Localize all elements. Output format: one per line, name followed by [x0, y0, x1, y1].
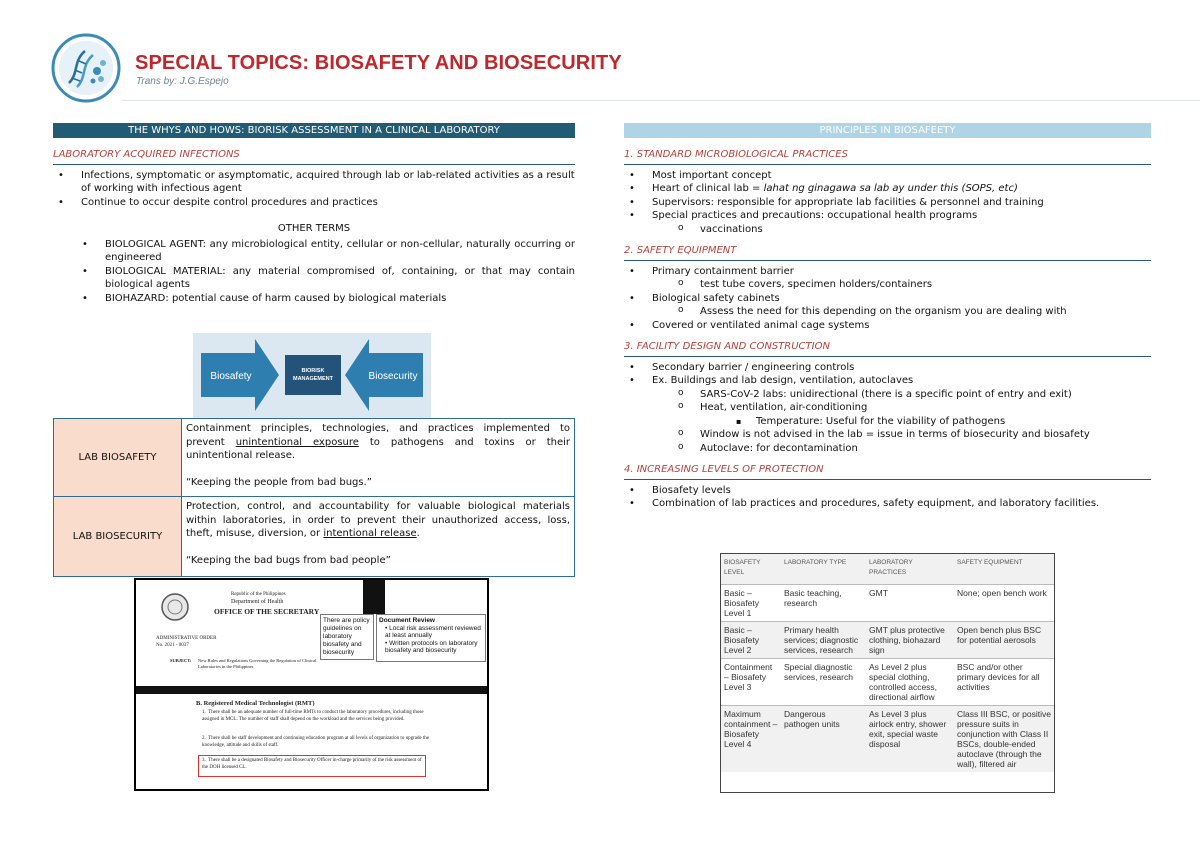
definition: any material compromised of, containing, or that may contain biological agents: [105, 265, 575, 290]
list-item: • Special practices and precautions: occupational health programs: [624, 209, 1151, 223]
term: BIOLOGICAL AGENT:: [105, 238, 207, 250]
list-item: • Combination of lab practices and procedures, safety equipment, and laboratory facilities.: [624, 497, 1151, 511]
list-item: [53, 265, 575, 292]
table-cell: BSC and/or other primary devices for all activities: [954, 659, 1054, 706]
list-item: • Secondary barrier / engineering controls: [624, 361, 1151, 375]
table-row: [54, 497, 575, 577]
table-cell: Dangerous pathogen units: [781, 706, 866, 773]
s3-sub: [624, 388, 1151, 415]
underlined-term: unintentional exposure: [235, 436, 359, 448]
row-definition: [182, 497, 575, 577]
definition-text: Containment principles, technologies, and practices implemented to prevent: [186, 423, 570, 448]
definition-text: to pathogens and toxins or their unintentional release.: [186, 436, 570, 461]
table-row: [721, 706, 1054, 773]
table-cell: Maximum containment – Biosafety Level 4: [721, 706, 781, 773]
diagram-center-label: BIORISK MANAGEMENT: [292, 368, 334, 382]
doc-point-1: 1. There shall be an adequate number of full-time RMTs to conduct the laboratory procedures, including those assigned in MCL. The number of staff shall depend on the workload and the services being provided.: [202, 710, 424, 722]
quote: “Keeping the people from bad bugs.”: [186, 476, 372, 488]
definition-text: Protection, control, and accountability for valuable biological materials within laboratories, in order to prevent their unauthorized access, loss, theft, misuse, diversion, or: [186, 501, 570, 539]
section-title-lai: LABORATORY ACQUIRED INFECTIONS: [53, 140, 575, 165]
list-item: o Assess the need for this depending on the organism you are dealing with: [624, 305, 1151, 319]
list-item: [53, 238, 575, 265]
table-row: [721, 585, 1054, 622]
column-header: LABORATORY PRACTICES: [866, 554, 954, 585]
list-item: o Heat, ventilation, air-conditioning: [624, 401, 1151, 415]
table-cell: GMT plus protective clothing, biohazard sign: [866, 622, 954, 659]
list-item: ▪ Temperature: Useful for the viability of pathogens: [624, 415, 1151, 429]
left-column: [53, 123, 575, 305]
table-row: [54, 419, 575, 497]
right-column: [624, 123, 1151, 511]
list-item: • Continue to occur despite control procedures and practices: [53, 196, 575, 210]
table-cell: Open bench plus BSC for potential aerosols: [954, 622, 1054, 659]
row-label: LAB BIOSECURITY: [54, 497, 182, 577]
term: BIOHAZARD:: [105, 292, 169, 304]
s2-sub: [624, 278, 1151, 292]
doc-ao: ADMINISTRATIVE ORDER: [156, 636, 217, 641]
section-title-3: 3. FACILITY DESIGN AND CONSTRUCTION: [624, 332, 1151, 357]
s1-bullets: [624, 169, 1151, 223]
column-header: BIOSAFETY LEVEL: [721, 554, 781, 585]
list-item: o vaccinations: [624, 223, 1151, 237]
column-header: LABORATORY TYPE: [781, 554, 866, 585]
section-title-2: 2. SAFETY EQUIPMENT: [624, 236, 1151, 261]
callout-item: • Written protocols on laboratory biosafety and biosecurity: [385, 639, 478, 654]
section-title-4: 4. INCREASING LEVELS OF PROTECTION: [624, 455, 1151, 480]
table-cell: Class III BSC, or positive pressure suits in conjunction with Class II BSCs, double-ended autoclave (through the wall), filtered air: [954, 706, 1054, 773]
list-item: o test tube covers, specimen holders/containers: [624, 278, 1151, 292]
definition: any microbiological entity, cellular or non-cellular, naturally occurring or engineered: [105, 238, 575, 263]
list-item: o Autoclave: for decontamination: [624, 442, 1151, 456]
doc-subject: New Rules and Regulations Governing the Regulation of Clinical Laboratories in the Philippines: [198, 658, 317, 669]
other-terms-list: [53, 238, 575, 306]
column-header: SAFETY EQUIPMENT: [954, 554, 1054, 585]
table-cell: None; open bench work: [954, 585, 1054, 622]
s3-subsub: [624, 415, 1151, 429]
s2-bullets-2: [624, 292, 1151, 306]
row-label: LAB BIOSAFETY: [54, 419, 182, 497]
table-cell: Basic – Biosafety Level 2: [721, 622, 781, 659]
table-cell: GMT: [866, 585, 954, 622]
list-item: • Ex. Buildings and lab design, ventilation, autoclaves: [624, 374, 1151, 388]
table-cell: Primary health services; diagnostic services, research: [781, 622, 866, 659]
list-item: • Most important concept: [624, 169, 1151, 183]
table-cell: Special diagnostic services, research: [781, 659, 866, 706]
list-item: o Window is not advised in the lab = issue in terms of biosecurity and biosafety: [624, 428, 1151, 442]
logo-dna-icon: [51, 33, 121, 103]
doc-dept: Department of Health: [231, 599, 284, 605]
doc-point-2: 2. There shall be staff development and continuing education program at all levels of organization to upgrade the knowledge, attitude and skills of staff.: [202, 736, 430, 748]
term: BIOLOGICAL MATERIAL:: [105, 265, 226, 277]
table-cell: As Level 2 plus special clothing, controlled access, directional airflow: [866, 659, 954, 706]
administrative-order-image: [134, 578, 489, 791]
left-section-bar: THE WHYS AND HOWS: BIORISK ASSESSMENT IN A CLINICAL LABORATORY: [53, 123, 575, 138]
table-cell: As Level 3 plus airlock entry, shower exit, special waste disposal: [866, 706, 954, 773]
list-item: [53, 292, 575, 306]
list-item: • Supervisors: responsible for appropriate lab facilities & personnel and training: [624, 196, 1151, 210]
list-item: • Infections, symptomatic or asymptomatic, acquired through lab or lab-related activities as a result of working with infectious agent: [53, 169, 575, 196]
table-header-row: [721, 554, 1054, 585]
diagram-right-label: Biosecurity: [368, 371, 418, 382]
doc-section-b: B. Registered Medical Technologist (RMT): [196, 700, 315, 707]
s4-bullets: [624, 484, 1151, 511]
table-row: [721, 659, 1054, 706]
doc-republic: Republic of the Philippines: [231, 592, 286, 597]
table-cell: Basic – Biosafety Level 1: [721, 585, 781, 622]
list-item: • Primary containment barrier: [624, 265, 1151, 279]
s3-bullets: [624, 361, 1151, 388]
list-item: • Biological safety cabinets: [624, 292, 1151, 306]
section-title-1: 1. STANDARD MICROBIOLOGICAL PRACTICES: [624, 140, 1151, 165]
doc-ao-no: No. 2021 - 0037: [156, 643, 189, 648]
definition-text: .: [416, 528, 420, 539]
page-subtitle: Trans by: J.G.Espejo: [136, 76, 229, 87]
s2-bullets-3: [624, 319, 1151, 333]
callout-policy: There are policy guidelines on laboratory biosafety and biosecurity: [320, 614, 374, 660]
list-item: • Biosafety levels: [624, 484, 1151, 498]
biorisk-arrows: [193, 333, 431, 418]
callout-document-review: [376, 614, 486, 662]
list-item: • Covered or ventilated animal cage systems: [624, 319, 1151, 333]
doc-office: OFFICE OF THE SECRETARY: [214, 607, 320, 616]
s2-sub-2: [624, 305, 1151, 319]
s2-bullets: [624, 265, 1151, 279]
other-terms-heading: OTHER TERMS: [277, 223, 351, 234]
header-divider: [122, 100, 1200, 101]
lai-bullets: [53, 169, 575, 210]
row-definition: [182, 419, 575, 497]
biorisk-diagram: [193, 333, 431, 418]
page-title: SPECIAL TOPICS: BIOSAFETY AND BIOSECURITY: [135, 52, 622, 74]
right-section-bar: PRINCIPLES IN BIOSAFEETY: [624, 123, 1151, 138]
callout-title: Document Review: [379, 617, 435, 624]
table-cell: Containment – Biosafety Level 3: [721, 659, 781, 706]
list-item: o SARS-CoV-2 labs: unidirectional (there is a specific point of entry and exit): [624, 388, 1151, 402]
underlined-term: intentional release: [323, 528, 417, 539]
callout-item: • Local risk assessment reviewed at least annually: [385, 624, 481, 639]
list-item: • Heart of clinical lab = lahat ng ginagawa sa lab ay under this (SOPS, etc): [624, 182, 1151, 196]
biosafety-biosecurity-table: [53, 418, 575, 577]
definition: potential cause of harm caused by biological materials: [171, 292, 447, 304]
table-cell: Basic teaching, research: [781, 585, 866, 622]
doc-subject-label: SUBJECT:: [170, 658, 192, 663]
doh-seal-icon: [160, 592, 190, 622]
s1-sub: [624, 223, 1151, 237]
s3-sub-2: [624, 428, 1151, 455]
table-row: [721, 622, 1054, 659]
quote: “Keeping the bad bugs from bad people”: [186, 554, 391, 566]
doc-point-3-highlight: 3. There shall be a designated Biosafety and Biosecurity Officer in-charge primarily of the risk assessment of the DOH licensed CL.: [198, 755, 426, 777]
diagram-left-label: Biosafety: [210, 371, 252, 382]
biosafety-levels-table: [720, 553, 1055, 793]
